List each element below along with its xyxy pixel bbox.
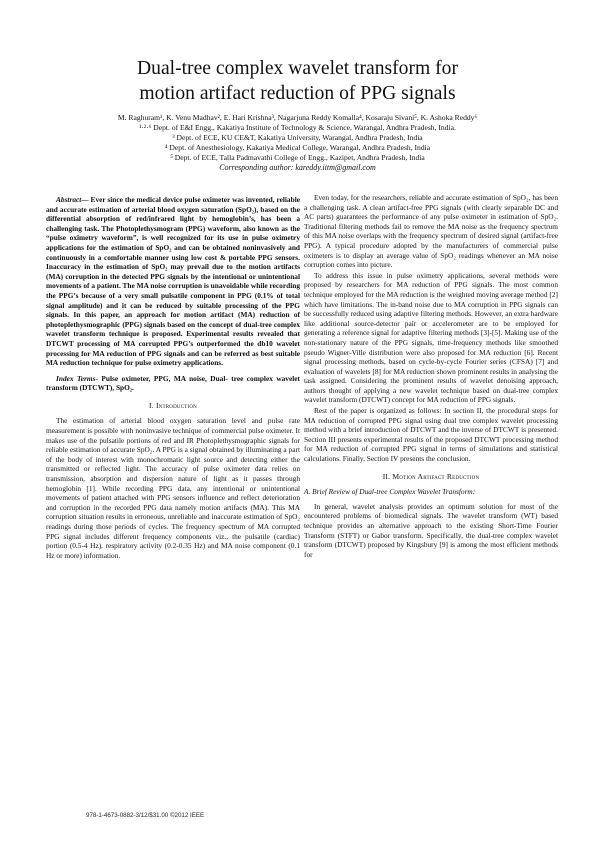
author-list: M. Raghuram¹, K. Venu Madhav², E. Hari Krishna³, Nagarjuna Reddy Komalla⁴, Kosaraju Sivani⁵, K. Ashoka Reddy⁶ [117,113,478,122]
abstract [46,195,300,368]
intro-paragraph-1: The estimation of arterial blood oxygen saturation level and pulse rate measurement is possible with noninvasive technique of commercial pulse oximeter. It makes use of the pulsatile portions of red and IR Photoplethysmographic signals for reliable estimation of accurate SpO₂. A PPG is a signal obtained by illuminating a part of the body of interest with monochromatic light source and detecting either the transmitted or reflected light. The accuracy of pulse oximeter data relies on transmission, absorption and dispersion nature of light as it passes through hemoglobin [1]. While recording PPG data, any intentional or unintentional movements of patient attached with PPG sensors influence and reflect deterioration and corruption in the recorded PPG data namely motion artifacts (MA). This MA corruption situation results in erroneous, unreliable and inaccurate estimation of SpO₂ readings during those periods of cycles. The frequency spectrum of MA corrupted PPG signal includes different frequency components viz., the pulsatile (cardiac) portion (0.5-4 Hz), respiratory activity (0.2-0.35 Hz) and MA noise component (0.1 Hz or more) information. [46,416,300,560]
section-heading-motion-artifact: II. Motion Artifact Reduction [382,471,480,481]
index-terms-label: Index Terms [56,373,96,383]
index-terms-text: - Pulse oximeter, PPG, MA noise, Dual- tree complex wavelet transform (DTCWT), SpO₂. [46,373,300,393]
title-line-1: Dual-tree complex wavelet transform for [137,58,458,79]
affiliation-3: ⁴ Dept. of Anesthesiology, Kakatiya Medical College, Warangal, Andhra Pradesh, India [164,142,431,152]
affiliation-2: ³ Dept. of ECE, KU CE&T, Kakatiya University, Warangal, Andhra Pradesh, India [172,132,423,142]
body-paragraph-2: To address this issue in pulse oximetry applications, several methods were proposed by researchers for MA reduction of PPG signals. The most common technique employed for the MA reduction is the weighted moving average method [2] which have limitations. The in-band noise due to MA corruption in PPG signals can be successfully reduced using adaptive filtering methods. However, an extra hardware like additional source-detector pair or accelerometer are to be employed for generating a reference signal for adaptive filtering methods [3]-[5]. Making use of the non-stationary nature of the PPG signals, time-frequency methods like smoothed pseudo Wigner-Ville distribution were also proposed for MA reduction [6]. Recent signal processing methods, based on cycle-by-cycle Fourier series (CFSA) [7] and evaluation of wavelets [8] for MA reduction shown prominent results in analysing the task assigned. Considering the prominent results of wavelet denoising approach, authors thought of applying a new wavelet technique based on dual-tree complex wavelet transform (DTCWT) concept for MA reduction of PPG signals. [304,270,558,405]
section-heading-introduction: I. Introduction [149,400,197,410]
copyright-footer: 978-1-4673-0882-3/12/$31.00 ©2012 IEEE [86,812,205,819]
corresponding-author: Corresponding author: kareddy.iitm@gmail.com [219,162,376,172]
subsection-heading-a: A. Brief Review of Dual-tree Complex Wavelet Transform: [304,487,476,497]
affiliation-4: ⁵ Dept. of ECE, Talla Padmavathi College of Engg., Kazipet, Andhra Pradesh, India [170,152,425,162]
author-block [20,113,575,172]
affiliation-1: ¹·²·⁶ Dept. of E&I Engg., Kakatiya Institute of Technology & Science, Warangal, Andhra Pradesh, India. [139,122,456,132]
left-column [46,195,300,560]
paper-title [40,56,555,106]
right-column [304,193,558,559]
body-paragraph-1: Even today, for the researchers, reliable and accurate estimation of SpO₂, has been a challenging task. A clean artifact-free PPG signals (with clearly separable DC and AC parts) guarantees the performance of any pulse oximeter in estimation of SpO₂. Traditional filtering methods fail to remove the MA noise as the frequency spectrum of this MA noise overlaps with the frequency spectrum of desired signal (artifact-free PPG). A typical procedure adopted by the manufacturers of commercial pulse oximeters is to display an average value of SpO₂ readings whenever an MA noise corruption comes into picture. [304,193,558,270]
abstract-text: — Ever since the medical device pulse oximeter was invented, reliable and accurate estimation of arterial blood oxygen saturation (SpO₂), based on the differential absorption of red/infrared light by hemoglobin’s, has been a challenging task. The Photoplethysmogram (PPG) waveform, also known as the “pulse oximetry waveform”, is well recognized for its use in pulse oximetry applications for the estimation of SpO₂ and can be obtained noninvasively and continuously in a comfortable manner using low cost & portable PPG sensors. Inaccuracy in the estimation of SpO₂ may prevail due to the motion artifacts (MA) corruption in the detected PPG signals by the intentional or unintentional movements of a patient. The MA noise corruption is unavoidable while recording the PPG’s because of a very small pulsatile component in PPG (0.1% of total signal amplitude) and it can be reduced by suitable processing of the PPG signals. In this paper, an approach for motion artifact (MA) reduction of photoplethysmographic (PPG) signals based on the concept of dual-tree complex wavelet transform technique is proposed. Experimental results revealed that DTCWT processing of MA corrupted PPG’s outperformed the db10 wavelet processing for MA reduction of PPG signals and can be referred as best suitable MA reduction technique for pulse oximetry applications. [46,195,300,368]
body-paragraph-3: Rest of the paper is organized as follows: In section II, the procedural steps for MA reduction of corrupted PPG signal using dual tree complex wavelet processing method with a brief introduction of DTCWT and the inverse of DTCWT is presented. Section III presents experimental results of the proposed DTCWT processing method for MA reduction of corrupted PPG signal in terms of simulations and statistical calculations. Finally, Section IV presents the conclusion. [304,406,558,464]
abstract-label: Abstract [56,195,82,204]
index-terms [46,374,300,393]
title-line-2: motion artifact reduction of PPG signals [139,83,456,104]
body-paragraph-4: In general, wavelet analysis provides an optimum solution for most of the encountered problems of biomedical signals. The wavelet transform (WT) based technique provides an alternative approach to the existing Short-Time Fourier Transform (STFT) or Gabor transform. Specifically, the dual-tree complex wavelet transform (DTCWT) proposed by Kingsbury [9] is among the most efficient methods for [304,501,558,559]
